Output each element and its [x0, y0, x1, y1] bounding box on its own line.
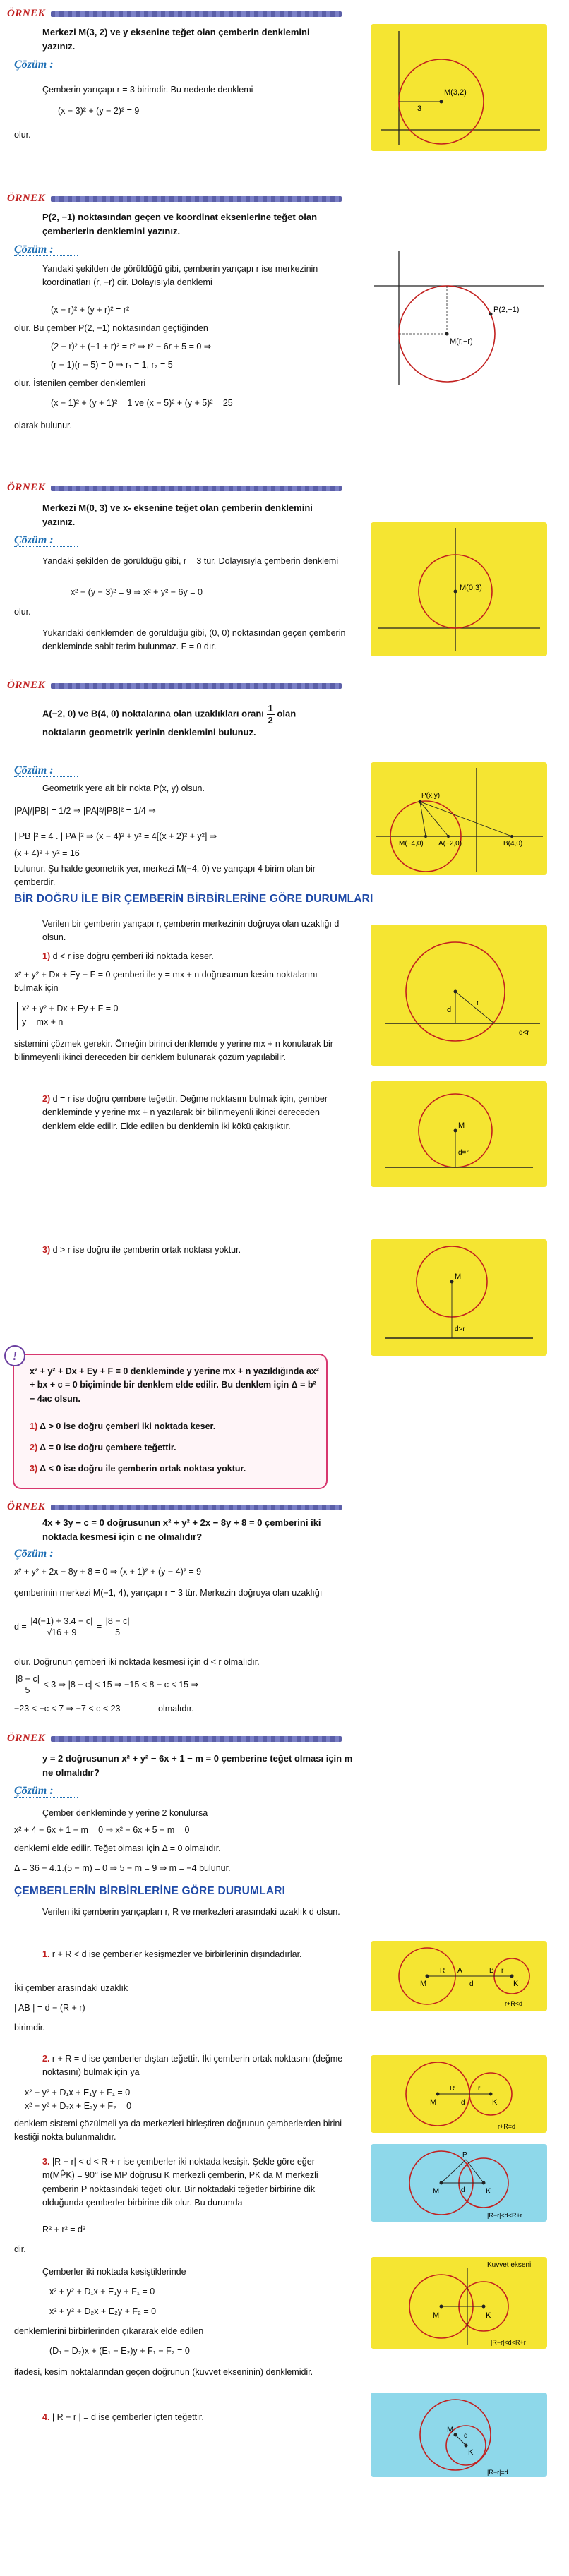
- svg-text:|R−r|<d<R+r: |R−r|<d<R+r: [491, 2339, 526, 2346]
- sec1-system: x² + y² + Dx + Ey + F = 0 y = mx + n: [17, 1002, 349, 1030]
- svg-text:d: d: [461, 2099, 465, 2107]
- sec1-case1-eq: x² + y² + Dx + Ey + F = 0 çemberi ile y = mx + n doğrusunun kesim noktalarını bulmak için: [14, 970, 318, 994]
- ex6-question: y = 2 doğrusunun x² + y² − 6x + 1 − m = 0 çemberine teğet olması için m ne olmalıdır?: [42, 1753, 353, 1778]
- cozum-divider: [14, 1797, 78, 1798]
- ex2-figure: [371, 247, 547, 388]
- ex1-figure: [371, 24, 547, 151]
- svg-text:|R−r|<d<R+r: |R−r|<d<R+r: [487, 2212, 522, 2219]
- svg-text:M: M: [420, 1980, 427, 1988]
- ex4-fig-b: B(4,0): [503, 840, 523, 848]
- cozum-label: Çözüm :: [14, 1785, 54, 1797]
- ex2-fig-m: M(r,−r): [450, 337, 473, 346]
- ex4-text: Geometrik yere ait bir nokta P(x, y) olsun.: [42, 783, 205, 793]
- svg-text:d>r: d>r: [455, 1325, 465, 1333]
- ex1-fig-center: M(3,2): [444, 88, 467, 97]
- sec1-intro: Verilen bir çemberin yarıçapı r, çemberin merkezinin doğruya olan uzaklığı d olsun.: [42, 919, 340, 943]
- sec2-figure-intersecting: [371, 2144, 547, 2222]
- sec2-case3-e3: (D₁ − D₂)x + (E₁ − E₂)y + F₁ − F₂ = 0: [49, 2346, 190, 2356]
- cozum-label: Çözüm :: [14, 1548, 54, 1560]
- svg-text:M: M: [433, 2311, 440, 2320]
- svg-text:r: r: [477, 999, 479, 1007]
- ornek-divider: [51, 486, 342, 491]
- sec1-case1: 1) d < r ise doğru çemberi iki noktada keser.: [42, 951, 214, 961]
- ornek-label: ÖRNEK: [7, 8, 46, 19]
- sec1-case1-text: sistemini çözmek gerekir. Örneğin birinci denklemde y yerine mx + n konularak bir bilinmeyenli ikinci dereceden bir denklem bulunarak çözüm yapılabilir.: [14, 1039, 333, 1063]
- ex4-text-2: bulunur. Şu halde geometrik yer, merkezi M(−4, 0) ve yarıçapı 4 birim olan bir çemberdir.: [14, 864, 316, 888]
- sec2-case3: 3. |R − r| < d < R + r ise çemberler iki noktada kesişir. Şekle göre eğer m(MP̂K) = 90° ise MP doğrusu K merkezli çemberin, PK da M merkezli çemberin P noktasındaki teğeti olur. Bir noktadaki teğetler birbirine dik olduğunda çemberler birbirine dik olur. Bu durumda: [42, 2157, 318, 2208]
- note-item: 2) Δ = 0 ise doğru çembere teğettir.: [30, 1443, 176, 1452]
- ornek-divider: [51, 196, 342, 202]
- ornek-label: ÖRNEK: [7, 1733, 46, 1744]
- sec2-case4: 4. | R − r | = d ise çemberler içten teğettir.: [42, 2412, 204, 2422]
- ex2-text-3: olur. İstenilen çember denklemleri: [14, 378, 146, 388]
- ex4-fig-m: M(−4,0): [399, 840, 424, 848]
- svg-text:r: r: [501, 1967, 504, 1975]
- sec2-figure-separate: [371, 1941, 547, 2011]
- svg-text:|R−r|=d: |R−r|=d: [487, 2469, 508, 2476]
- ornek-divider: [51, 1505, 342, 1510]
- ornek-divider: [51, 683, 342, 689]
- sec1-figure-tangent: [371, 1081, 547, 1187]
- ex6-eq2: Δ = 36 − 4.1.(5 − m) = 0 ⇒ 5 − m = 9 ⇒ m = −4 bulunur.: [14, 1863, 231, 1873]
- ornek-divider: [51, 1736, 342, 1742]
- sec2-figure-internal-tangent: [371, 2393, 547, 2477]
- sec2-system: x² + y² + D₁x + E₁y + F₁ = 0 x² + y² + D₂x + E₂y + F₂ = 0: [20, 2086, 352, 2114]
- svg-text:B: B: [489, 1967, 494, 1975]
- sec2-intro: Verilen iki çemberin yarıçapları r, R ve merkezleri arasındaki uzaklık d olsun.: [42, 1907, 340, 1917]
- svg-text:d<r: d<r: [519, 1029, 529, 1037]
- ex4-figure: [371, 762, 547, 875]
- ornek-label: ÖRNEK: [7, 193, 46, 204]
- ex5-eq1: x² + y² + 2x − 8y + 8 = 0 ⇒ (x + 1)² + (y − 4)² = 9: [14, 1567, 202, 1577]
- cozum-label: Çözüm :: [14, 243, 54, 255]
- ornek-label: ÖRNEK: [7, 1501, 46, 1512]
- ornek-label: ÖRNEK: [7, 680, 46, 691]
- sec2-case3-e2: x² + y² + D₂x + E₂y + F₂ = 0: [49, 2306, 157, 2316]
- cozum-label: Çözüm :: [14, 534, 54, 546]
- sec1-case2: 2) d = r ise doğru çembere teğettir. Değme noktasını bulmak için, çember denkleminde y yerine mx + n yazılarak bir bilinmeyenli ikinci dereceden denklem elde edilir. Elde edilen bu denklemin iki kökü çakışıktır.: [42, 1094, 328, 1131]
- sec2-case1-c: birimdir.: [14, 2023, 45, 2033]
- ex2-question: P(2, −1) noktasından geçen ve koordinat eksenlerine teğet olan çemberlerin denklemini yazınız.: [42, 212, 318, 237]
- sec2-case1-b: İki çember arasındaki uzaklık: [14, 1983, 128, 1993]
- sec2-case1-eq: | AB | = d − (R + r): [14, 2003, 85, 2013]
- svg-text:K: K: [486, 2311, 491, 2320]
- section-title-line-circle: BİR DOĞRU İLE BİR ÇEMBERİN BİRBİRLERİNE GÖRE DURUMLARI: [14, 893, 373, 905]
- ex2-eq3: (r − 1)(r − 5) = 0 ⇒ r₁ = 1, r₂ = 5: [51, 360, 173, 370]
- svg-text:r+R<d: r+R<d: [505, 2000, 523, 2007]
- note-icon: !: [4, 1345, 25, 1366]
- ex6-eq1: x² + 4 − 6x + 1 − m = 0 ⇒ x² − 6x + 5 − m = 0: [14, 1825, 190, 1835]
- sec1-figure-intersect: [371, 925, 547, 1066]
- ex2-fig-p: P(2,−1): [493, 306, 520, 314]
- svg-text:M: M: [447, 2426, 454, 2434]
- cozum-label: Çözüm :: [14, 764, 54, 776]
- ex5-inequality: $\frac{|8 - c|}{5}$ < 3 ⇒ |8 − c| < 15 ⇒ −15 < 8 − c < 15 ⇒: [16, 1674, 199, 1695]
- ex5-text: çemberinin merkezi M(−1, 4), yarıçapı r = 3 tür. Merkezin doğruya olan uzaklığı: [14, 1588, 323, 1598]
- section-title-circles: ÇEMBERLERİN BİRBİRLERİNE GÖRE DURUMLARI: [14, 1885, 286, 1897]
- ex1-fig-radius: 3: [417, 104, 422, 113]
- ex4-ratio-3: (x + 4)² + y² = 16: [14, 848, 80, 858]
- sec1-figure-disjoint: [371, 1239, 547, 1356]
- ex6-text: Çember denkleminde y yerine 2 konulursa: [42, 1808, 208, 1818]
- ex1-text: Çemberin yarıçapı r = 3 birimdir. Bu nedenle denklemi: [42, 85, 253, 95]
- ex5-text-2: olur. Doğrunun çemberi iki noktada kesmesi için d < r olmalıdır.: [14, 1657, 260, 1667]
- ex2-eq2: (2 − r)² + (−1 + r)² = r² ⇒ r² − 6r + 5 = 0 ⇒: [51, 342, 212, 351]
- ex3-text-3: Yukarıdaki denklemden de görüldüğü gibi, (0, 0) noktasından geçen çemberin denkleminde sabit terim bulunmaz. F = 0 dır.: [42, 628, 346, 652]
- ex4-fig-a: A(−2,0): [438, 840, 462, 848]
- ex1-equation: (x − 3)² + (y − 2)² = 9: [58, 106, 140, 116]
- svg-text:d: d: [461, 2186, 465, 2194]
- sec2-case3-b: dir.: [14, 2244, 26, 2254]
- svg-text:r: r: [478, 2085, 481, 2093]
- note-item: 1) Δ > 0 ise doğru çemberi iki noktada keser.: [30, 1421, 216, 1431]
- ex5-distance: d = $\frac{|4(-1) + 3.4 - c|}{√16 + 9}$ = $\frac{|8 - c|}{5}$: [14, 1616, 130, 1637]
- cozum-divider: [14, 255, 78, 256]
- ex2-text-2: olur. Bu çember P(2, −1) noktasından geçtiğinden: [14, 323, 208, 333]
- svg-text:d=r: d=r: [458, 1149, 469, 1157]
- sec2-case2: 2. r + R = d ise çemberler dıştan teğettir. İki çemberin ortak noktasını (değme noktasını) bulmak için ya: [42, 2054, 343, 2078]
- sec2-case3-e: ifadesi, kesim noktalarından geçen doğrunun (kuvvet ekseninin) denklemidir.: [14, 2367, 313, 2377]
- svg-text:M: M: [455, 1272, 462, 1281]
- ex2-text-4: olarak bulunur.: [14, 421, 73, 431]
- sec2-figure-radical-axis: [371, 2257, 547, 2349]
- cozum-divider: [14, 776, 78, 777]
- note-item: 3) Δ < 0 ise doğru ile çemberin ortak noktası yoktur.: [30, 1464, 246, 1474]
- svg-text:d: d: [469, 1980, 474, 1988]
- ex5-inequality-2: −23 < −c < 7 ⇒ −7 < c < 23 olmalıdır.: [14, 1704, 194, 1714]
- ornek-label: ÖRNEK: [7, 482, 46, 493]
- svg-text:M: M: [458, 1121, 465, 1130]
- note-text: x² + y² + Dx + Ey + F = 0 denkleminde y yerine mx + n yazıldığında ax² + bx + c = 0 biçiminde bir denklem elde edilir. Bu denklem için Δ = b² − 4ac olsun.: [30, 1366, 319, 1404]
- sec2-case2-b: denklem sistemi çözülmeli ya da merkezleri birleştiren doğrunun çemberlerden birini kestiği nokta bulunmalıdır.: [14, 2119, 342, 2143]
- svg-text:d: d: [464, 2432, 468, 2440]
- ex3-fig-m: M(0,3): [460, 584, 482, 592]
- ex3-question: Merkezi M(0, 3) ve x- eksenine teğet olan çemberin denklemini yazınız.: [42, 502, 313, 528]
- svg-text:K: K: [486, 2187, 491, 2196]
- ornek-divider: [51, 11, 342, 17]
- ex5-question: 4x + 3y − c = 0 doğrusunun x² + y² + 2x − 8y + 8 = 0 çemberini iki noktada kesmesi için c ne olmalıdır?: [42, 1517, 321, 1543]
- sec2-case3-c: Çemberler iki noktada kesiştiklerinde: [42, 2267, 186, 2277]
- svg-text:M: M: [433, 2187, 440, 2196]
- ex2-eq4: (x − 1)² + (y + 1)² = 1 ve (x − 5)² + (y + 5)² = 25: [51, 398, 233, 408]
- ex3-figure: [371, 522, 547, 656]
- svg-text:R: R: [440, 1967, 445, 1975]
- svg-text:P: P: [462, 2151, 467, 2159]
- svg-text:K: K: [513, 1980, 519, 1988]
- ex2-text: Yandaki şekilden de görüldüğü gibi, çemberin yarıçapı r ise merkezinin koordinatları (r, −r) dir. Dolayısıyla denklemi: [42, 264, 318, 288]
- svg-text:d: d: [447, 1006, 452, 1014]
- ex3-text: Yandaki şekilden de görüldüğü gibi, r = 3 tür. Dolayısıyla çemberin denklemi: [42, 556, 339, 566]
- ex3-text-2: olur.: [14, 607, 31, 617]
- ex4-ratio-2: | PB |² = 4 . | PA |² ⇒ (x − 4)² + y² = 4[(x + 2)² + y²] ⇒: [14, 831, 217, 841]
- ex1-question: Merkezi M(3, 2) ve y eksenine teğet olan çemberin denklemini yazınız.: [42, 27, 310, 52]
- ex1-text-2: olur.: [14, 130, 31, 140]
- svg-text:K: K: [468, 2448, 474, 2457]
- svg-text:Kuvvet ekseni: Kuvvet ekseni: [487, 2261, 532, 2269]
- ex3-equation: x² + (y − 3)² = 9 ⇒ x² + y² − 6y = 0: [71, 587, 203, 597]
- sec2-case3-eq: R² + r² = d²: [42, 2225, 86, 2234]
- sec2-case1: 1. r + R < d ise çemberler kesişmezler ve birbirlerinin dışındadırlar.: [42, 1949, 302, 1959]
- svg-text:K: K: [492, 2098, 498, 2107]
- ex4-question: A(−2, 0) ve B(4, 0) noktalarına olan uzaklıkları oranı $\frac{1}{2}$ olan noktaların geometrik yerinin denklemini bulunuz.: [42, 703, 297, 738]
- ex2-eq1: (x − r)² + (y + r)² = r²: [51, 305, 130, 315]
- sec2-case3-d: denklemlerini birbirlerinden çıkararak elde edilen: [14, 2326, 204, 2336]
- svg-text:M: M: [430, 2098, 437, 2107]
- svg-text:R: R: [450, 2085, 455, 2093]
- discriminant-note-box: [12, 1349, 328, 1489]
- ex4-fig-p: P(x,y): [421, 792, 441, 800]
- sec2-figure-external-tangent: [371, 2055, 547, 2133]
- sec2-case3-e1: x² + y² + D₁x + E₁y + F₁ = 0: [49, 2287, 155, 2297]
- cozum-label: Çözüm :: [14, 59, 54, 71]
- svg-text:r+R=d: r+R=d: [498, 2123, 516, 2130]
- cozum-divider: [14, 546, 78, 547]
- ex4-ratio: |PA|/|PB| = 1/2 ⇒ |PA|²/|PB|² = 1/4 ⇒: [14, 806, 156, 816]
- ex6-text-2: denklemi elde edilir. Teğet olması için Δ = 0 olmalıdır.: [14, 1843, 221, 1853]
- sec1-case3: 3) d > r ise doğru ile çemberin ortak noktası yoktur.: [42, 1245, 241, 1255]
- svg-text:A: A: [457, 1967, 462, 1975]
